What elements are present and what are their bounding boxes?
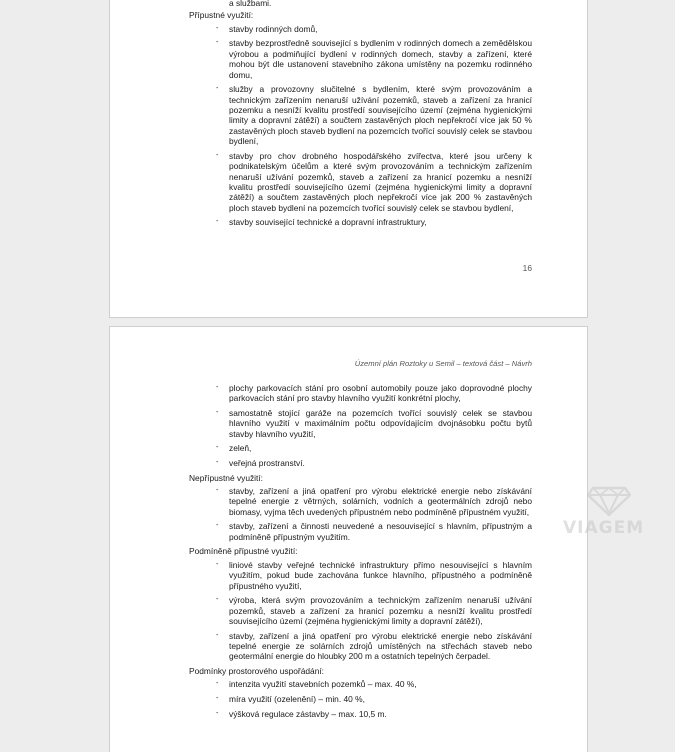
list-podminky-prostoroveho-usporadani	[189, 679, 532, 719]
list-item: - stavby pro chov drobného hospodářského zvířectva, které jsou určeny k podnikatelským účelům a které svým provozováním a technickým zařízením nenaruší užívání pozemků, staveb a zařízení za hranicí pozemku a nesníží kvalitu prostředí souvisejícího území (zejména hygienickými limity a dopravní zátěží) a součtem zastavěných ploch nepřekročí více jak 200 % zastavěných ploch staveb bydlení na pozemcích tvořící souvislý celek se stavbou bydlení,	[189, 151, 532, 213]
heading-podminene-pripustne-vyuziti: Podmíněně přípustné využití:	[189, 546, 298, 557]
list-item: - intenzita využití stavebních pozemků – max. 40 %,	[189, 679, 532, 689]
list-pripustne-continued	[189, 383, 532, 468]
page-17-content	[189, 383, 532, 723]
heading-podminky-prostoroveho-usporadani: Podmínky prostorového uspořádání:	[189, 666, 325, 677]
page-16-content	[189, 0, 532, 232]
list-item: - výroba, která svým provozováním a technickým zařízením nenaruší užívání pozemků, staveb a zařízení za hranicí pozemku a nesníží kvalitu prostředí souvisejícího území (zejména hygienickými limity a dopravní zátěží),	[189, 595, 532, 626]
heading-pripustne-vyuziti: Přípustné využití:	[189, 10, 254, 21]
list-item: - stavby, zařízení a jiná opatření pro výrobu elektrické energie nebo získávání tepelné energie ze solárních zdrojů umístěných na střechách staveb nebo geotermální energie do hloubky 200 m a ostatních tepelných čerpadel.	[189, 631, 532, 662]
continuation-text: a službami.	[229, 0, 272, 8]
list-item: - plochy parkovacích stání pro osobní automobily pouze jako doprovodné plochy parkovacích stání pro stavby hlavního využití konkrétní plochy,	[189, 383, 532, 404]
list-item: - stavby související technické a dopravní infrastruktury,	[189, 217, 532, 227]
running-header: Územní plán Roztoky u Semil – textová část – Návrh	[354, 359, 532, 368]
diamond-logo-icon	[587, 486, 631, 516]
document-page-16	[109, 0, 588, 318]
list-item: - zeleň,	[189, 443, 532, 453]
page-number: 16	[522, 263, 532, 273]
list-item: - samostatně stojící garáže na pozemcích tvořící souvislý celek se stavbou hlavního využití v maximálním počtu odpovídajícím dvojnásobku počtu bytů stavby hlavního využití,	[189, 408, 532, 439]
list-podminene-pripustne-vyuziti	[189, 560, 532, 662]
list-item: - stavby rodinných domů,	[189, 24, 532, 34]
list-pripustne-vyuziti	[189, 24, 532, 228]
list-nepripustne-vyuziti	[189, 486, 532, 542]
heading-nepripustne-vyuziti: Nepřípustné využití:	[189, 472, 264, 483]
list-item: - veřejná prostranství.	[189, 458, 532, 468]
list-item: - míra využití (ozelenění) – min. 40 %,	[189, 694, 532, 704]
list-item: - stavby, zařízení a činnosti neuvedené a nesouvisející s hlavním, přípustným a podmíněně přípustným využitím.	[189, 521, 532, 542]
list-item: - výšková regulace zástavby – max. 10,5 m.	[189, 709, 532, 719]
viagem-watermark	[563, 486, 655, 546]
list-item: - liniové stavby veřejné technické infrastruktury přímo nesouvisející s hlavním využitím, pokud bude zachována funkce hlavního, přípustného a podmíněně přípustného využití,	[189, 560, 532, 591]
list-item: - stavby bezprostředně související s bydlením v rodinných domech a zemědělskou výrobou a podmiňující bydlení v rodinných domech, stavby a zařízení, které mohou být dle ustanovení stavebního zákona umístěny na pozemku rodinného domu,	[189, 38, 532, 80]
list-item: - služby a provozovny slučitelné s bydlením, které svým provozováním a technickým zařízením nenaruší užívání pozemků, staveb a zařízení za hranicí pozemku a nesníží kvalitu prostředí souvisejícího území (zejména hygienickými limity a dopravní zátěží) a součtem zastavěných ploch nepřekročí více jak 50 % zastavěných ploch staveb bydlení na pozemcích tvořící souvislý celek se stavbou bydlení,	[189, 84, 532, 146]
watermark-text: VIAGEM	[563, 518, 645, 538]
list-item: - stavby, zařízení a jiná opatření pro výrobu elektrické energie nebo získávání tepelné energie z větrných, solárních, vodních a geotermálních zdrojů nebo biomasy, vyjma těch uvedených přípustném nebo podmíněně přípustném využití,	[189, 486, 532, 517]
document-page-17	[109, 326, 588, 752]
